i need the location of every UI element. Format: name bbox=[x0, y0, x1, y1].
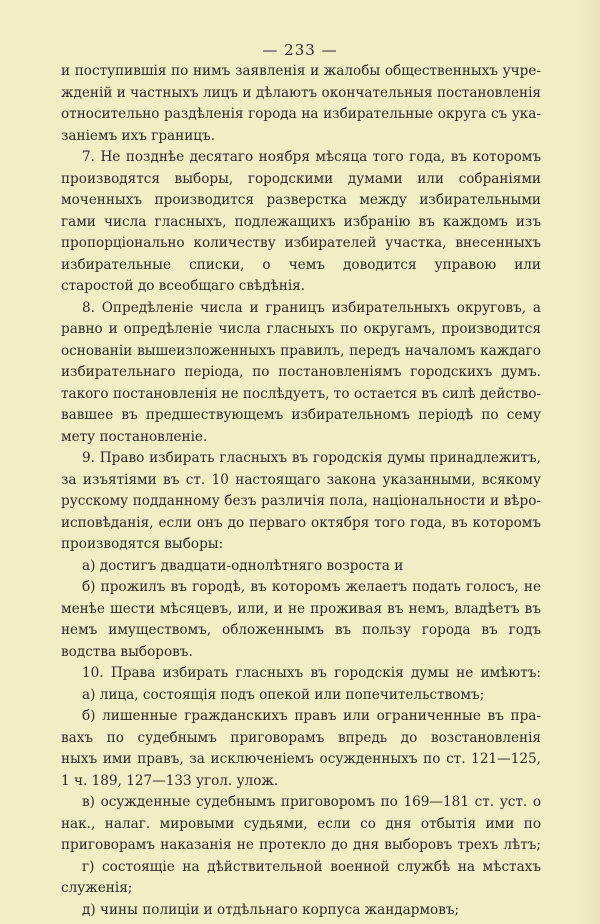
text-line: равно и опредѣленіе числа гласныхъ по округамъ, производится bbox=[61, 321, 541, 337]
text-line: производятся выборы, городскими думами или собраніями bbox=[61, 170, 541, 187]
text-line: а) лица, состоящія подъ опекой или попечительствомъ; bbox=[82, 686, 485, 703]
text-line: основаніи вышеизложенныхъ правилъ, передъ началомъ каждаго bbox=[61, 342, 541, 359]
text-line: 10. Права избирать гласныхъ въ городскія думы не имѣютъ: bbox=[82, 665, 541, 681]
text-line: исповѣданія, если онъ до перваго октября того года, въ которомъ bbox=[61, 514, 541, 531]
text-line: старостой до всеобщаго свѣдѣнія. bbox=[61, 278, 306, 294]
text-line: вавшее въ предшествующемъ избирательномъ періодѣ по сему bbox=[61, 407, 541, 423]
document-body bbox=[61, 61, 541, 921]
text-line: д) чины полиціи и отдѣльнаго корпуса жандармовъ; bbox=[82, 901, 460, 918]
text-line: мету постановленіе. bbox=[61, 428, 208, 445]
text-line: 7. Не позднѣе десятаго ноября мѣсяца того года, въ которомъ bbox=[82, 149, 541, 165]
text-line: 8. Опредѣленіе числа и границъ избирательныхъ округовъ, а bbox=[82, 299, 541, 316]
text-line: русскому подданному безъ различія пола, національности и вѣро- bbox=[61, 493, 541, 509]
text-line: избирательнаго періода, по постановленіямъ городскихъ думъ. bbox=[61, 364, 541, 380]
text-line: моченныхъ производится разверстка между избирательными bbox=[61, 192, 541, 208]
text-line: такого постановленія не послѣдуетъ, то остается въ силѣ действо- bbox=[61, 385, 541, 402]
text-line: жденій и частныхъ лицъ и дѣлаютъ окончательныя постановленія bbox=[61, 84, 541, 101]
text-line: а) достигъ двадцати-однолѣтняго возроста и bbox=[82, 557, 404, 574]
text-line: избирательные списки, о чемъ доводится управою или bbox=[61, 256, 541, 273]
text-line: ныхъ ими правъ, за исключеніемъ осужденныхъ по ст. 121—125, bbox=[61, 751, 541, 767]
text-line: в) осужденные судебнымъ приговоромъ по 169—181 ст. уст. о bbox=[82, 794, 541, 810]
page-number: — 233 — bbox=[262, 41, 338, 59]
text-line: гами числа гласныхъ, подлежащихъ избранію въ каждомъ изъ bbox=[61, 213, 541, 230]
text-line: служенія; bbox=[61, 880, 133, 896]
text-line: немъ имуществомъ, обложеннымъ въ пользу города въ годъ bbox=[61, 622, 541, 638]
text-line: приговорамъ наказанія не протекло до дня выборовъ трехъ лѣтъ; bbox=[61, 837, 541, 853]
text-line: 1 ч. 189, 127—133 угол. улож. bbox=[61, 772, 279, 789]
page-edge-shadow bbox=[578, 0, 600, 924]
text-line: относительно раздѣленія города на избирательные округа съ ука- bbox=[61, 106, 541, 122]
text-line: за изъятіями въ ст. 10 настоящаго закона указанными, всякому bbox=[61, 471, 541, 488]
text-line: б) лишенные гражданскихъ правъ или ограниченные въ пра- bbox=[82, 708, 541, 724]
text-line: производятся выборы: bbox=[61, 536, 224, 552]
text-line: б) прожилъ въ городѣ, въ которомъ желаетъ подать голосъ, не bbox=[82, 579, 541, 595]
text-line: водства выборовъ. bbox=[61, 643, 193, 660]
text-line: нак., налаг. мировыми судьями, если со дня отбытія ими по bbox=[61, 815, 541, 832]
text-line: пропорціонально количеству избирателей участка, внесенныхъ bbox=[61, 235, 541, 251]
text-line: вахъ по судебнымъ приговорамъ впредь до возстановленія bbox=[61, 729, 541, 746]
text-line: заніемъ ихъ границъ. bbox=[61, 127, 215, 144]
text-line: 9. Право избирать гласныхъ въ городскія думы принадлежитъ, bbox=[82, 450, 541, 466]
text-line: г) состоящіе на дѣйствительной военной службѣ на мѣстахъ bbox=[82, 858, 541, 875]
text-line: и поступившія по нимъ заявленія и жалобы общественныхъ учре- bbox=[61, 63, 541, 79]
text-line: менѣе шести мѣсяцевъ, или, и не проживая въ немъ, владѣетъ въ bbox=[61, 600, 541, 617]
